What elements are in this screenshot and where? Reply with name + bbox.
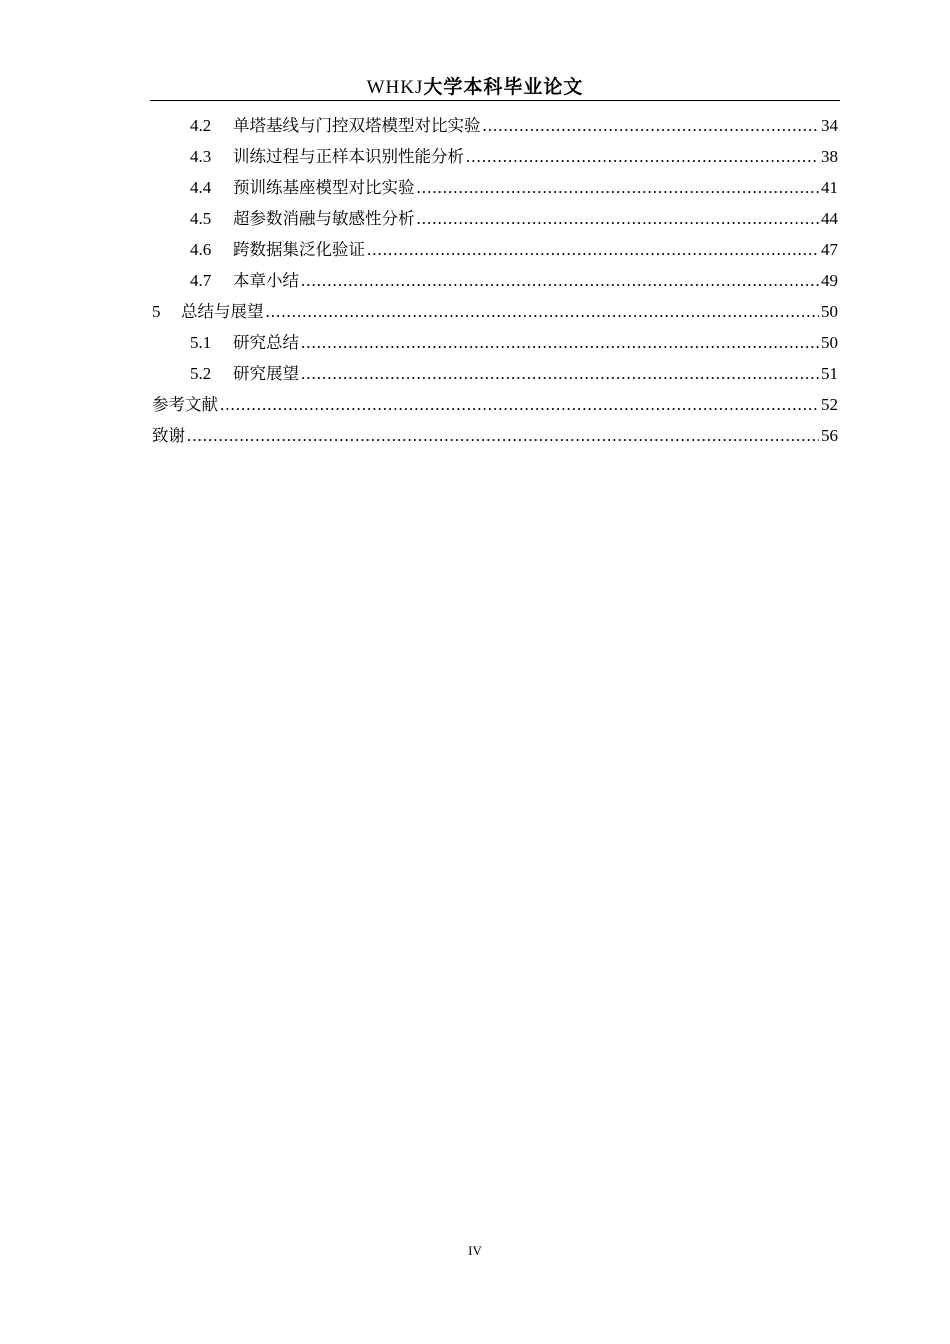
toc-entry-4-2[interactable] (152, 110, 838, 141)
toc-page: 47 (821, 240, 838, 259)
toc-entry-references[interactable] (152, 389, 838, 420)
toc-title: 研究展望 (233, 364, 299, 383)
dot-leader (483, 110, 820, 141)
toc-number: 5.1 (190, 333, 212, 352)
toc-page: 44 (821, 209, 838, 228)
toc-title: 跨数据集泛化验证 (233, 240, 365, 259)
toc-entry-5-2[interactable] (152, 358, 838, 389)
dot-leader (301, 265, 819, 296)
toc-entry-4-5[interactable] (152, 203, 838, 234)
toc-title: 研究总结 (233, 333, 299, 352)
header-title: 大学本科毕业论文 (423, 76, 584, 98)
toc-title: 参考文献 (152, 395, 218, 414)
toc-number: 4.6 (190, 240, 212, 259)
toc-entry-4-6[interactable] (152, 234, 838, 265)
toc-page: 38 (821, 147, 838, 166)
header-latin: WHKJ (366, 77, 424, 98)
toc-title: 超参数消融与敏感性分析 (233, 209, 415, 228)
toc-number: 4.5 (190, 209, 212, 228)
header-rule (150, 100, 840, 101)
toc-title: 致谢 (152, 426, 185, 445)
toc-entry-4-7[interactable] (152, 265, 838, 296)
dot-leader (301, 358, 819, 389)
toc-number: 4.3 (190, 147, 212, 166)
toc-page: 50 (821, 302, 838, 321)
toc-title: 预训练基座模型对比实验 (233, 178, 415, 197)
toc-page: 52 (821, 395, 838, 414)
dot-leader (301, 327, 819, 358)
dot-leader (417, 203, 820, 234)
dot-leader (417, 172, 820, 203)
toc-page: 56 (821, 426, 838, 445)
dot-leader (466, 141, 819, 172)
dot-leader (266, 296, 820, 327)
dot-leader (367, 234, 819, 265)
toc-title: 训练过程与正样本识别性能分析 (233, 147, 464, 166)
page-header (0, 72, 950, 99)
toc-entry-5-1[interactable] (152, 327, 838, 358)
toc-title: 本章小结 (233, 271, 299, 290)
toc-number: 5 (152, 302, 161, 321)
toc-page: 50 (821, 333, 838, 352)
dot-leader (220, 389, 819, 420)
page-number: IV (468, 1243, 482, 1258)
toc-number: 5.2 (190, 364, 212, 383)
toc-number: 4.4 (190, 178, 212, 197)
toc-number: 4.2 (190, 116, 212, 135)
toc-page: 49 (821, 271, 838, 290)
dot-leader (187, 420, 819, 451)
table-of-contents (152, 110, 838, 451)
toc-entry-4-3[interactable] (152, 141, 838, 172)
toc-entry-5[interactable] (152, 296, 838, 327)
toc-title: 单塔基线与门控双塔模型对比实验 (233, 116, 481, 135)
toc-entry-4-4[interactable] (152, 172, 838, 203)
toc-page: 41 (821, 178, 838, 197)
toc-entry-acknowledgements[interactable] (152, 420, 838, 451)
toc-page: 51 (821, 364, 838, 383)
toc-page: 34 (821, 116, 838, 135)
toc-title: 总结与展望 (181, 302, 264, 321)
toc-number: 4.7 (190, 271, 212, 290)
